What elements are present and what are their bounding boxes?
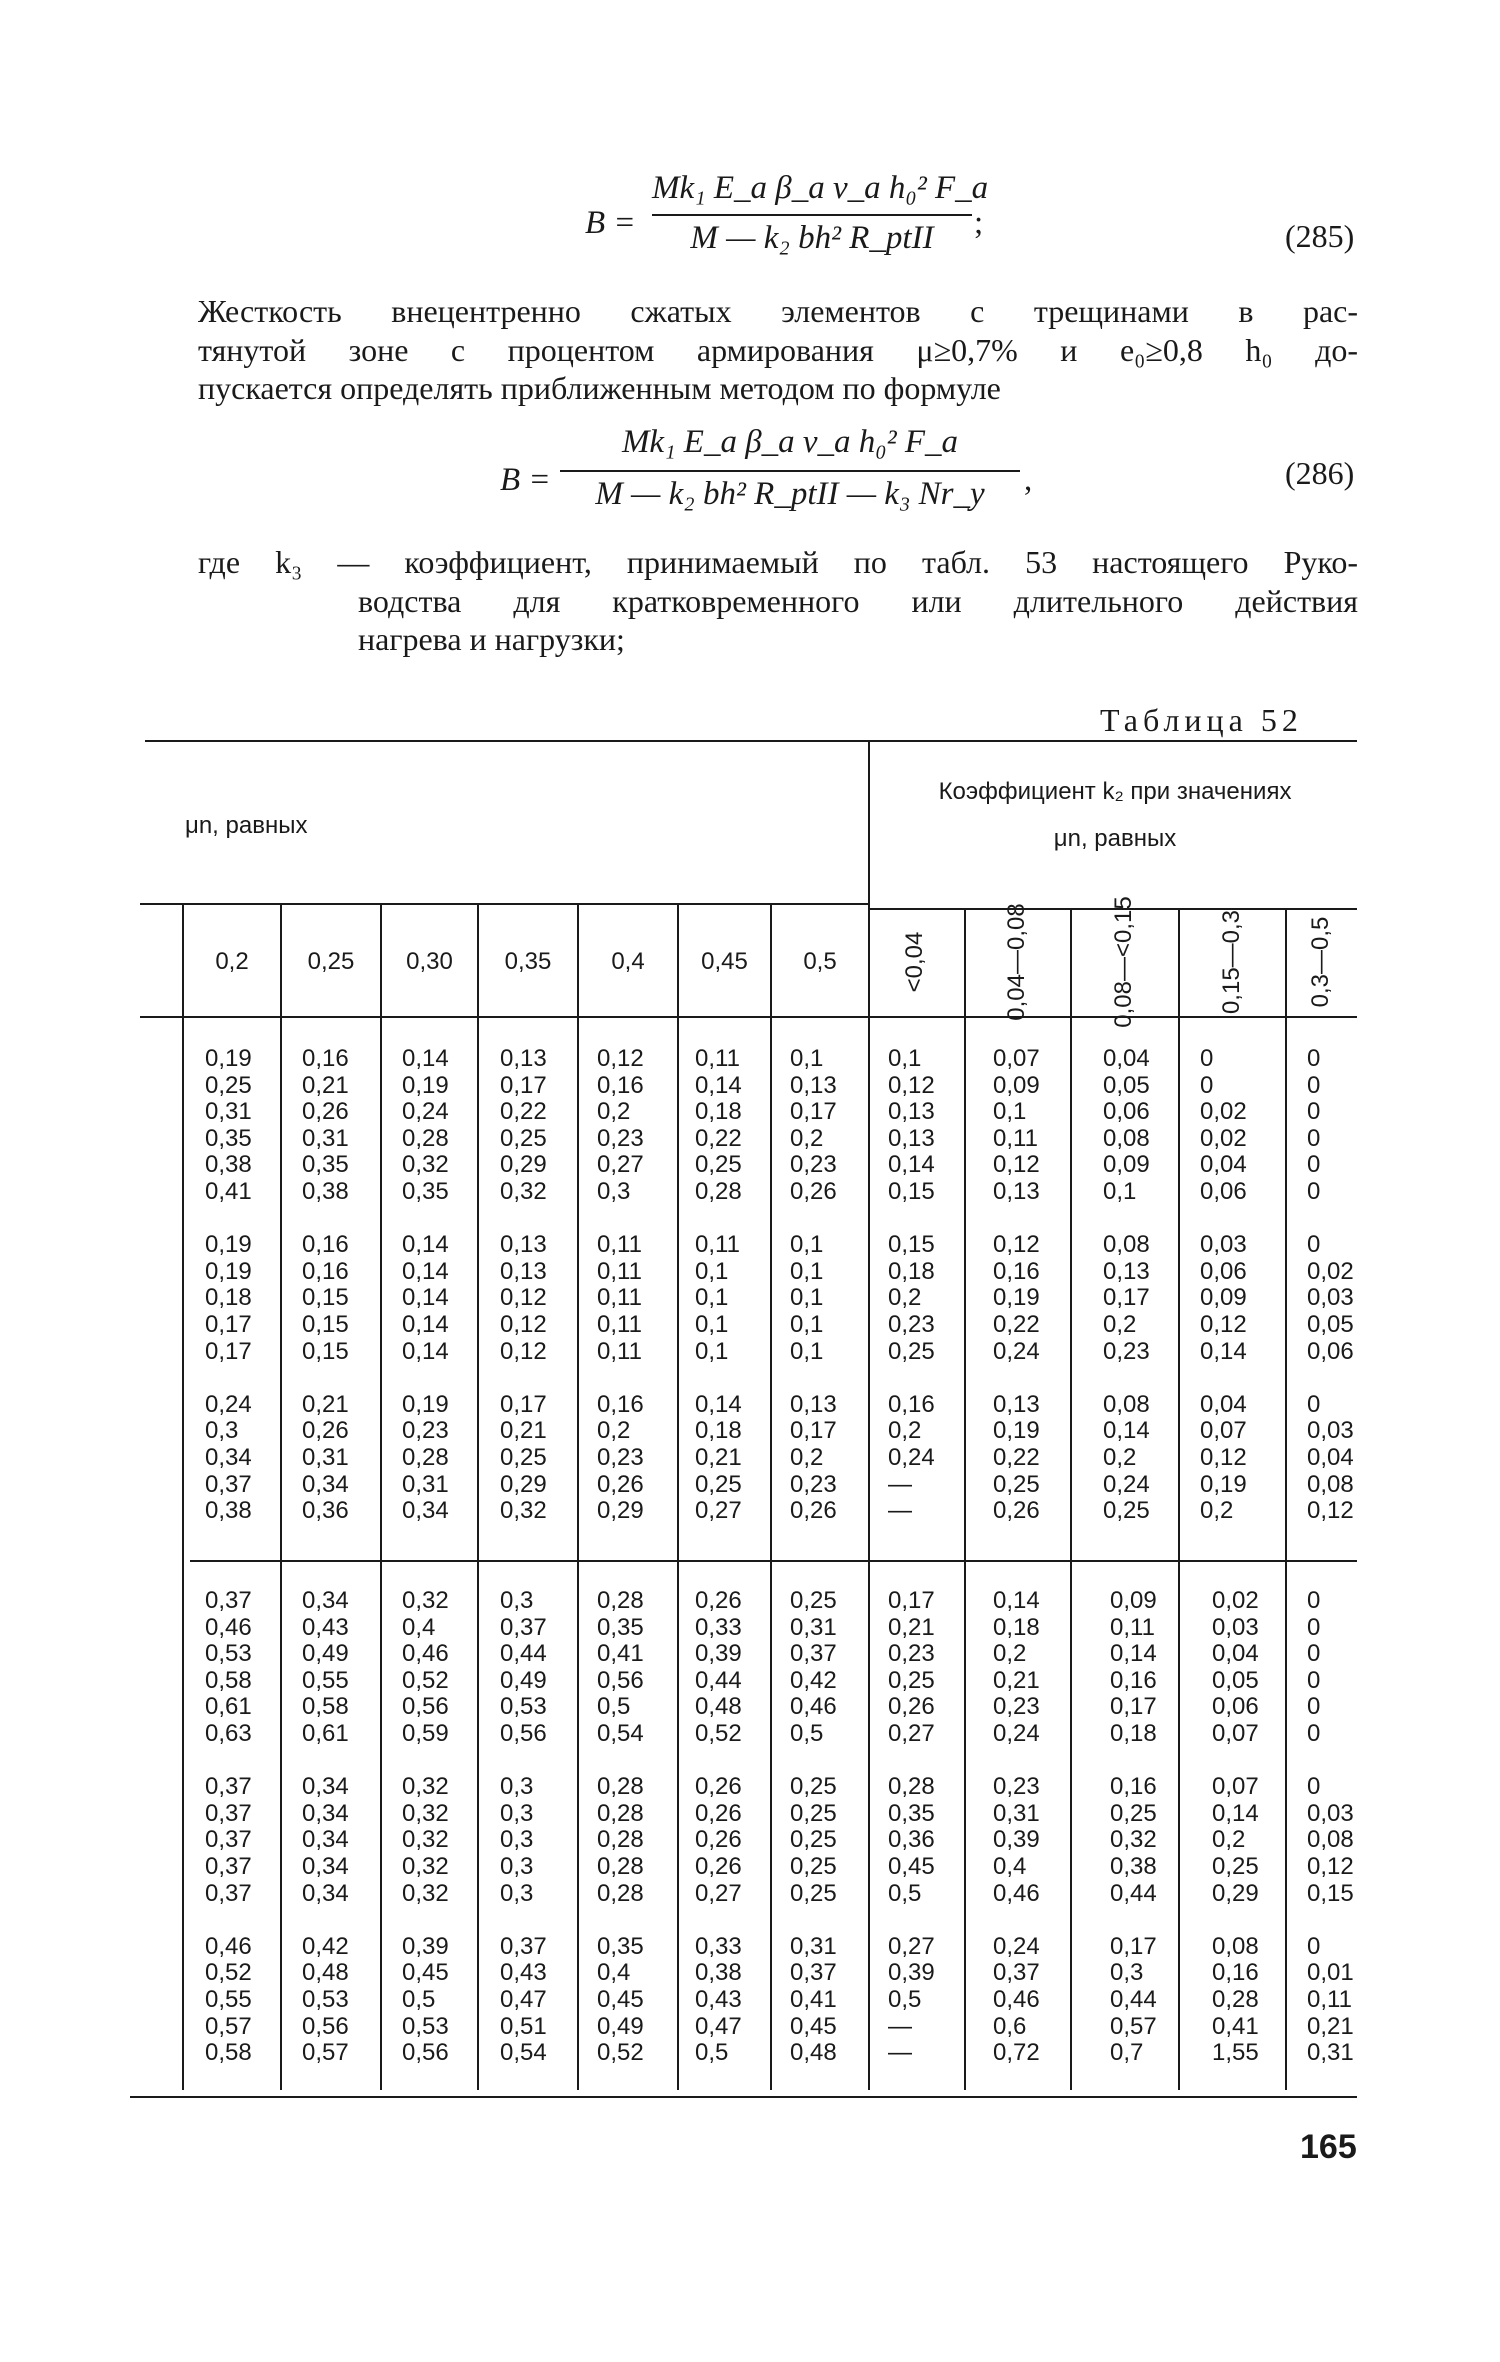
table-bottom-rule [130,2096,1357,2098]
paragraph-line-2: тянутой зоне с процентом армирования μ≥0,7% и e₀≥0,8 h₀ до- [198,332,1358,368]
s2-col-3: 0,3 0,37 0,44 0,49 0,53 0,56 0,3 0,3 0,3 0,3 0,3 0,37 0,43 0,47 0,51 0,54 [500,1587,547,2067]
table-caption: Таблица 52 [1100,702,1303,738]
col-divider-11 [1285,910,1287,2090]
left-subheader-rule [140,903,868,905]
s2-col-8: 0,14 0,18 0,2 0,21 0,23 0,24 0,23 0,31 0,39 0,4 0,46 0,24 0,37 0,46 0,6 0,72 [993,1587,1040,2067]
right-header-line-2: μn, равных [1053,825,1177,852]
paragraph-line-3: пускается определять приближенным методом по формуле [198,370,1001,406]
col-divider-1 [280,905,282,2090]
s2-col-2: 0,32 0,4 0,46 0,52 0,56 0,59 0,32 0,32 0,32 0,32 0,32 0,39 0,45 0,5 0,53 0,56 [402,1587,449,2067]
where-line-1: где k₃ — коэффициент, принимаемый по табл. 53 настоящего Руко- [198,544,1358,580]
formula-285-numerator: Mk₁ E_a β_a ν_a h₀² F_a [652,170,989,206]
col-divider-4 [577,905,579,2090]
s1-col-11: 0 0 0 0 0 0 0 0,02 0,03 0,05 0,06 0 0,03 0,04 0,08 0,12 [1307,1045,1354,1525]
formula-286-bar [560,470,1020,472]
formula-285-fraction [652,170,989,262]
formula-286-numerator: Mk₁ E_a β_a ν_a h₀² F_a [621,424,959,460]
col-divider-3 [477,905,479,2090]
col-header-9: 0,08—<0,15 [1110,896,1137,1028]
col-header-11: 0,3—0,5 [1307,916,1334,1008]
formula-286-lhs: B = [500,462,551,498]
paragraph-line-1: Жесткость внецентренно сжатых элементов с трещинами в рас- [198,293,1358,329]
formula-286-fraction [560,424,1020,520]
s1-col-5: 0,11 0,14 0,18 0,22 0,25 0,28 0,11 0,1 0,1 0,1 0,1 0,14 0,18 0,21 0,25 0,27 [695,1045,742,1525]
col-header-10: 0,15—0,3 [1218,909,1245,1015]
col-header-3: 0,35 [504,948,552,975]
col-divider-9 [1070,910,1072,2090]
formula-286-tail: , [1024,462,1033,498]
table-top-rule [145,740,1357,742]
page-number: 165 [1300,2128,1357,2166]
formula-285-bar [652,214,972,216]
header-vertical-divider [868,742,870,1018]
col-header-4: 0,4 [611,948,645,975]
s2-col-11: 0 0 0 0 0 0 0 0,03 0,08 0,12 0,15 0 0,01 0,11 0,21 0,31 [1307,1587,1354,2067]
col-header-8: 0,04—0,08 [1003,903,1030,1021]
col-header-0: 0,2 [215,948,249,975]
s2-col-4: 0,28 0,35 0,41 0,56 0,5 0,54 0,28 0,28 0,28 0,28 0,28 0,35 0,4 0,45 0,49 0,52 [597,1587,644,2067]
col-header-6: 0,5 [803,948,837,975]
col-divider-0 [182,905,184,2090]
formula-286-denominator: M — k₂ bh² R_ptII — k₃ Nr_y [595,476,985,512]
s2-col-5: 0,26 0,33 0,39 0,44 0,48 0,52 0,26 0,26 0,26 0,26 0,27 0,33 0,38 0,43 0,47 0,5 [695,1587,742,2067]
formula-285-lhs: B = [585,205,636,241]
where-line-2: водства для кратковременного или длительного действия [358,583,1358,619]
s1-col-7: 0,1 0,12 0,13 0,13 0,14 0,15 0,15 0,18 0,2 0,23 0,25 0,16 0,2 0,24 — — [888,1045,935,1525]
col-divider-6 [770,905,772,2090]
left-header: μn, равных [185,812,308,839]
s2-col-9: 0,09 0,11 0,14 0,16 0,17 0,18 0,16 0,25 0,32 0,38 0,44 0,17 0,3 0,44 0,57 0,7 [1110,1587,1157,2067]
col-header-2: 0,30 [406,948,453,975]
s1-col-8: 0,07 0,09 0,1 0,11 0,12 0,13 0,12 0,16 0,19 0,22 0,24 0,13 0,19 0,22 0,25 0,26 [993,1045,1040,1525]
s1-col-1: 0,16 0,21 0,26 0,31 0,35 0,38 0,16 0,16 0,15 0,15 0,15 0,21 0,26 0,31 0,34 0,36 [302,1045,349,1525]
formula-286-label: (286) [1285,455,1355,491]
where-line-3: нагрева и нагрузки; [358,621,625,657]
s1-col-3: 0,13 0,17 0,22 0,25 0,29 0,32 0,13 0,13 0,12 0,12 0,12 0,17 0,21 0,25 0,29 0,32 [500,1045,547,1525]
col-divider-10 [1178,910,1180,2090]
col-header-5: 0,45 [701,948,748,975]
formula-285-tail: ; [974,205,984,241]
header-bottom-rule [140,1016,1357,1018]
s1-col-9: 0,04 0,05 0,06 0,08 0,09 0,1 0,08 0,13 0,17 0,2 0,23 0,08 0,14 0,2 0,24 0,25 [1103,1045,1150,1525]
col-header-7: <0,04 [901,931,928,993]
s1-col-0: 0,19 0,25 0,31 0,35 0,38 0,41 0,19 0,19 0,18 0,17 0,17 0,24 0,3 0,34 0,37 0,38 [205,1045,252,1525]
s1-col-4: 0,12 0,16 0,2 0,23 0,27 0,3 0,11 0,11 0,11 0,11 0,11 0,16 0,2 0,23 0,26 0,29 [597,1045,644,1525]
col-divider-8 [964,910,966,2090]
col-divider-2 [380,905,382,2090]
right-header-line-1: Коэффициент k₂ при значениях [938,778,1292,805]
s2-col-7: 0,17 0,21 0,23 0,25 0,26 0,27 0,28 0,35 0,36 0,45 0,5 0,27 0,39 0,5 — — [888,1587,935,2067]
col-divider-5 [677,905,679,2090]
s1-col-10: 0 0 0,02 0,02 0,04 0,06 0,03 0,06 0,09 0,12 0,14 0,04 0,07 0,12 0,19 0,2 [1200,1045,1247,1525]
s1-col-6: 0,1 0,13 0,17 0,2 0,23 0,26 0,1 0,1 0,1 0,1 0,1 0,13 0,17 0,2 0,23 0,26 [790,1045,837,1525]
s2-col-1: 0,34 0,43 0,49 0,55 0,58 0,61 0,34 0,34 0,34 0,34 0,34 0,42 0,48 0,53 0,56 0,57 [302,1587,349,2067]
col-divider-7 [868,1018,870,2090]
formula-285-label: (285) [1285,218,1355,254]
s1-col-2: 0,14 0,19 0,24 0,28 0,32 0,35 0,14 0,14 0,14 0,14 0,14 0,19 0,23 0,28 0,31 0,34 [402,1045,449,1525]
col-header-1: 0,25 [307,948,355,975]
s2-col-10: 0,02 0,03 0,04 0,05 0,06 0,07 0,07 0,14 0,2 0,25 0,29 0,08 0,16 0,28 0,41 1,55 [1212,1587,1259,2067]
s2-col-0: 0,37 0,46 0,53 0,58 0,61 0,63 0,37 0,37 0,37 0,37 0,37 0,46 0,52 0,55 0,57 0,58 [205,1587,252,2067]
s2-col-6: 0,25 0,31 0,37 0,42 0,46 0,5 0,25 0,25 0,25 0,25 0,25 0,31 0,37 0,41 0,45 0,48 [790,1587,837,2067]
section-divider-rule [190,1560,1357,1562]
formula-285-denominator: M — k₂ bh² R_ptII [690,220,934,256]
